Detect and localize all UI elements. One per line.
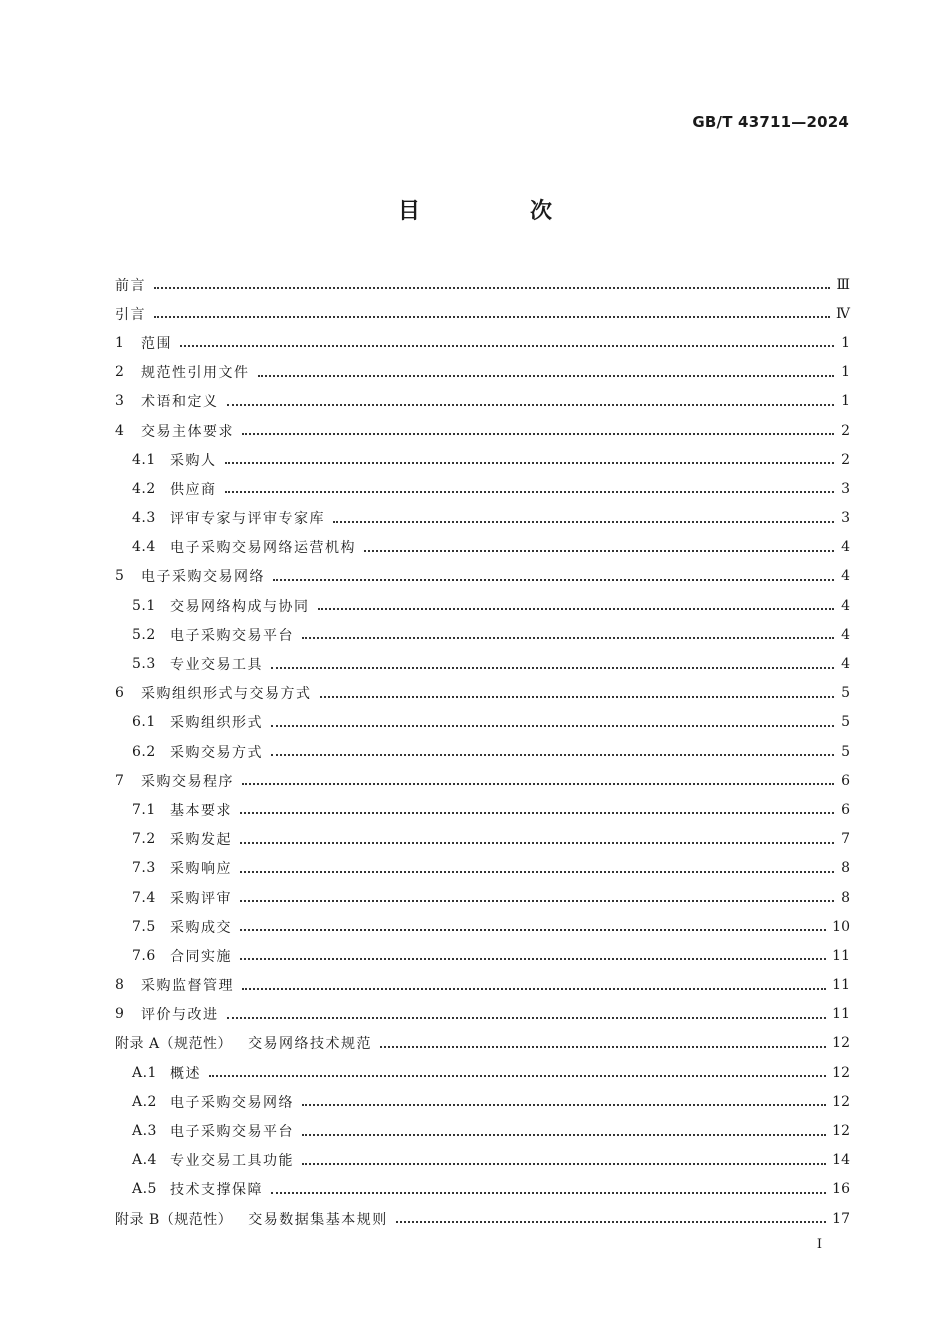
toc-entry-number: 4.2 — [132, 480, 156, 497]
toc-entry[interactable] — [115, 445, 850, 474]
toc-entry-page: 2 — [841, 422, 850, 439]
toc-entry-number: 3 — [115, 393, 125, 410]
toc-entry-page: 5 — [841, 685, 850, 702]
toc-entry-page: 6 — [841, 772, 850, 789]
toc-entry-title: 交易数据集基本规则 — [248, 1211, 388, 1228]
toc-leader-dots — [227, 403, 835, 406]
toc-entry-title: 供应商 — [170, 481, 217, 498]
toc-entry-page: 4 — [841, 568, 850, 585]
toc-leader-dots — [240, 841, 834, 844]
toc-entry-number: 5 — [115, 568, 125, 585]
toc-entry[interactable] — [115, 1058, 850, 1087]
toc-entry-number: 2 — [115, 364, 125, 381]
toc-entry-title: 电子采购交易平台 — [170, 1124, 294, 1141]
toc-entry-page: Ⅳ — [836, 305, 850, 322]
toc-entry[interactable] — [115, 1204, 850, 1233]
toc-entry-page: 3 — [841, 510, 850, 527]
toc-entry-number: A.1 — [132, 1064, 157, 1081]
toc-entry-page: 14 — [832, 1152, 850, 1169]
toc-entry-number: 5.3 — [132, 656, 156, 673]
toc-leader-dots — [242, 782, 834, 785]
toc-entry-number: 7.6 — [132, 947, 156, 964]
toc-entry[interactable] — [115, 504, 850, 533]
toc-entry-title: 采购人 — [170, 452, 217, 469]
toc-entry-title: 采购响应 — [170, 861, 232, 878]
toc-entry-title: 评审专家与评审专家库 — [170, 511, 325, 528]
toc-leader-dots — [380, 1045, 826, 1048]
toc-entry[interactable] — [115, 795, 850, 824]
toc-entry-title: 交易网络构成与协同 — [170, 598, 310, 615]
toc-entry-number: 6.1 — [132, 714, 156, 731]
toc-entry-number: A.3 — [132, 1123, 157, 1140]
toc-entry-number: 4.4 — [132, 539, 156, 556]
toc-entry[interactable] — [115, 708, 850, 737]
toc-entry-page: 6 — [841, 801, 850, 818]
toc-entry-number: 附录 B（规范性） — [115, 1211, 233, 1228]
toc-entry-title: 概述 — [170, 1065, 201, 1082]
toc-entry-number: 附录 A（规范性） — [115, 1036, 233, 1053]
toc-entry-title: 基本要求 — [170, 802, 232, 819]
toc-leader-dots — [271, 724, 834, 727]
toc-entry-page: 12 — [832, 1064, 850, 1081]
toc-entry-title: 电子采购交易网络运营机构 — [170, 540, 356, 557]
toc-entry[interactable] — [115, 883, 850, 912]
toc-entry-number: 4.1 — [132, 451, 156, 468]
toc-entry-title: 交易主体要求 — [141, 423, 234, 440]
toc-leader-dots — [364, 549, 834, 552]
toc-entry-page: 16 — [832, 1181, 850, 1198]
toc-entry-title: 采购交易程序 — [141, 773, 234, 790]
toc-entry-title: 采购成交 — [170, 919, 232, 936]
toc-entry-page: 1 — [841, 393, 850, 410]
toc-entry-title: 规范性引用文件 — [141, 365, 250, 382]
toc-leader-dots — [180, 344, 834, 347]
toc-entry[interactable] — [115, 1146, 850, 1175]
toc-entry-number: 9 — [115, 1006, 125, 1023]
toc-entry-page: 8 — [841, 889, 850, 906]
toc-leader-dots — [318, 607, 835, 610]
toc-entry-title: 电子采购交易平台 — [170, 627, 294, 644]
toc-entry-page: 3 — [841, 480, 850, 497]
toc-leader-dots — [240, 957, 826, 960]
toc-entry[interactable] — [115, 854, 850, 883]
toc-entry[interactable] — [115, 1087, 850, 1116]
toc-entry-title: 评价与改进 — [141, 1007, 219, 1024]
toc-entry[interactable] — [115, 1000, 850, 1029]
toc-entry-title: 专业交易工具 — [170, 657, 263, 674]
toc-leader-dots — [258, 374, 835, 377]
toc-entry[interactable] — [115, 387, 850, 416]
toc-leader-dots — [240, 870, 834, 873]
toc-entry[interactable] — [115, 620, 850, 649]
toc-entry-title: 采购组织形式 — [170, 715, 263, 732]
toc-entry-title: 前言 — [115, 277, 146, 294]
toc-leader-dots — [271, 753, 834, 756]
toc-leader-dots — [154, 315, 830, 318]
toc-leader-dots — [240, 899, 834, 902]
toc-leader-dots — [302, 1103, 826, 1106]
toc-entry-page: 12 — [832, 1093, 850, 1110]
toc-entry[interactable] — [115, 1116, 850, 1145]
toc-entry-title: 电子采购交易网络 — [141, 569, 265, 586]
toc-entry[interactable] — [115, 941, 850, 970]
toc-entry[interactable] — [115, 416, 850, 445]
toc-entry-page: 17 — [832, 1210, 850, 1227]
toc-entry-title: 电子采购交易网络 — [170, 1094, 294, 1111]
toc-entry-page: 11 — [832, 977, 850, 994]
toc-entry-number: 7.3 — [132, 860, 156, 877]
toc-leader-dots — [242, 987, 826, 990]
toc-leader-dots — [227, 1016, 827, 1019]
toc-entry-page: 5 — [841, 714, 850, 731]
toc-entry-number: 4 — [115, 422, 125, 439]
toc-entry[interactable] — [115, 766, 850, 795]
toc-entry-page: 4 — [841, 597, 850, 614]
toc-entry[interactable] — [115, 358, 850, 387]
toc-entry[interactable] — [115, 533, 850, 562]
toc-leader-dots — [271, 1191, 826, 1194]
toc-entry-number: 6.2 — [132, 743, 156, 760]
toc-entry[interactable] — [115, 562, 850, 591]
page-title: 目 次 — [397, 199, 596, 224]
toc-entry-number: A.4 — [132, 1152, 157, 1169]
toc-entry[interactable] — [115, 299, 850, 328]
toc-entry-title: 采购组织形式与交易方式 — [141, 686, 312, 703]
toc-entry-number: 5.1 — [132, 597, 156, 614]
toc-entry[interactable] — [115, 270, 850, 299]
toc-leader-dots — [225, 490, 835, 493]
toc-entry-page: 2 — [841, 451, 850, 468]
toc-entry-page: 10 — [832, 918, 850, 935]
toc-leader-dots — [320, 695, 835, 698]
toc-leader-dots — [302, 636, 834, 639]
toc-entry-title: 技术支撑保障 — [170, 1182, 263, 1199]
toc-entry-number: 8 — [115, 977, 125, 994]
toc-entry-title: 采购评审 — [170, 890, 232, 907]
toc-leader-dots — [271, 666, 834, 669]
toc-entry-page: 5 — [841, 743, 850, 760]
toc-entry[interactable] — [115, 912, 850, 941]
standard-number: GB/T 43711—2024 — [692, 113, 849, 131]
toc-entry-page: 12 — [832, 1035, 850, 1052]
toc-entry[interactable] — [115, 825, 850, 854]
toc-entry-number: 1 — [115, 334, 125, 351]
toc-entry-number: 5.2 — [132, 626, 156, 643]
toc-entry-title: 采购监督管理 — [141, 978, 234, 995]
toc-entry[interactable] — [115, 328, 850, 357]
toc-leader-dots — [154, 286, 830, 289]
toc-entry-page: 1 — [841, 334, 850, 351]
toc-entry-number: 4.3 — [132, 510, 156, 527]
toc-entry[interactable] — [115, 474, 850, 503]
toc-entry-page: 12 — [832, 1123, 850, 1140]
toc-entry-title: 术语和定义 — [141, 394, 219, 411]
toc-entry-page: 4 — [841, 539, 850, 556]
toc-entry-page: 1 — [841, 364, 850, 381]
toc-entry[interactable] — [115, 737, 850, 766]
toc-entry-title: 交易网络技术规范 — [248, 1036, 373, 1053]
toc-entry[interactable] — [115, 1029, 850, 1058]
toc-entry-title: 合同实施 — [170, 948, 232, 965]
toc-leader-dots — [242, 432, 834, 435]
toc-entry-title: 引言 — [115, 306, 146, 323]
toc-entry-page: 4 — [841, 626, 850, 643]
toc-entry-title: 范围 — [141, 335, 172, 352]
toc-entry-page: 8 — [841, 860, 850, 877]
toc-leader-dots — [240, 811, 834, 814]
toc-entry-number: 7 — [115, 772, 125, 789]
toc-entry[interactable] — [115, 679, 850, 708]
toc-entry-page: Ⅲ — [836, 276, 850, 293]
toc-leader-dots — [302, 1162, 826, 1165]
toc-entry-page: 7 — [841, 831, 850, 848]
toc-leader-dots — [225, 461, 835, 464]
toc-entry-title: 采购发起 — [170, 832, 232, 849]
toc-entry-number: 7.5 — [132, 918, 156, 935]
toc-leader-dots — [209, 1074, 826, 1077]
toc-entry[interactable] — [115, 591, 850, 620]
toc-entry-number: 7.4 — [132, 889, 156, 906]
toc-entry[interactable] — [115, 971, 850, 1000]
toc-entry-number: 7.2 — [132, 831, 156, 848]
toc-entry-number: 7.1 — [132, 801, 156, 818]
toc-entry[interactable] — [115, 1175, 850, 1204]
toc-entry[interactable] — [115, 649, 850, 678]
toc-leader-dots — [240, 928, 826, 931]
toc-entry-page: 11 — [832, 1006, 850, 1023]
toc-leader-dots — [273, 578, 834, 581]
toc-entry-page: 4 — [841, 656, 850, 673]
toc-entry-number: A.5 — [132, 1181, 157, 1198]
toc-entry-number: 6 — [115, 685, 125, 702]
toc-entry-page: 11 — [832, 947, 850, 964]
toc-leader-dots — [302, 1133, 826, 1136]
page-number: Ⅰ — [816, 1237, 822, 1252]
toc-entry-title: 采购交易方式 — [170, 744, 263, 761]
toc-leader-dots — [333, 520, 834, 523]
toc-entry-number: A.2 — [132, 1093, 157, 1110]
toc-entry-title: 专业交易工具功能 — [170, 1153, 294, 1170]
toc-leader-dots — [396, 1220, 826, 1223]
table-of-contents — [115, 270, 850, 1233]
